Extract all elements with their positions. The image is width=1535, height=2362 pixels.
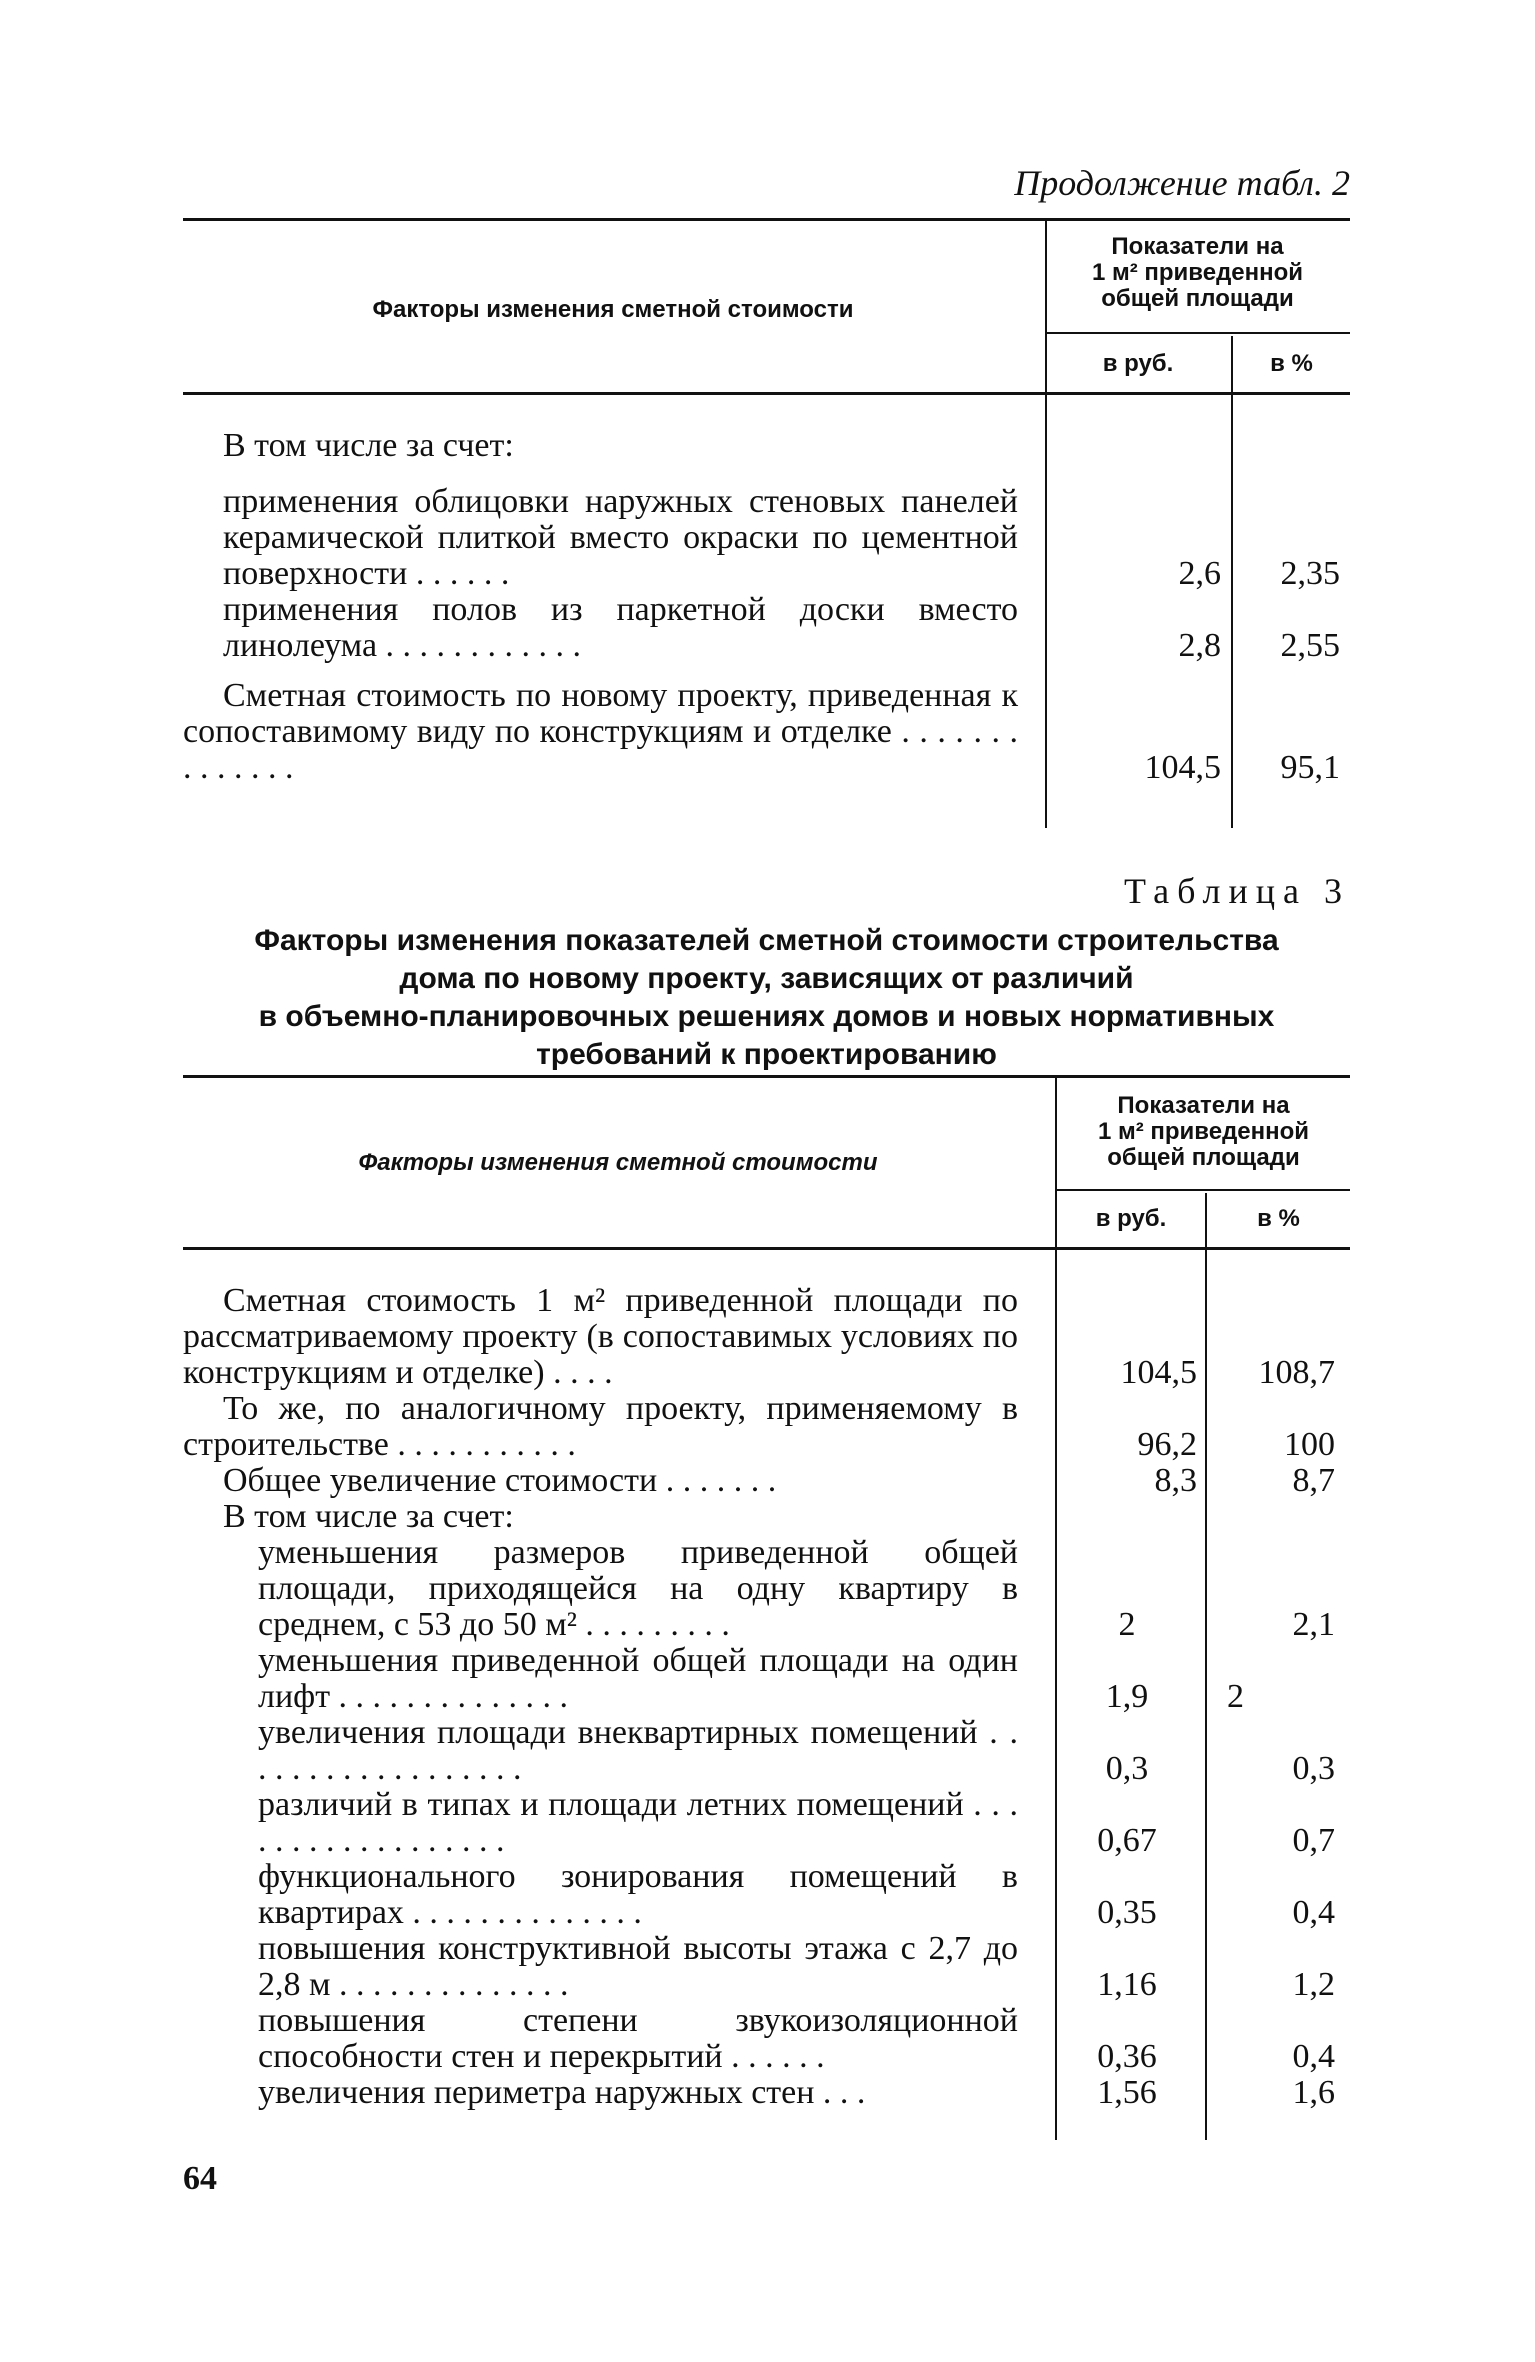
header-sub-rule — [1045, 332, 1350, 334]
table-3-title: Факторы изменения показателей сметной стоимости строительства дома по новому проекту, зависящих от различий в объемно-планировочных решениях домов и новых нормативных требований к проектированию — [254, 924, 1279, 1071]
header-indicators: Показатели на 1 м² приведенной общей площади — [1091, 233, 1304, 312]
top-rule — [183, 1075, 1350, 1078]
unit-pct: в % — [1257, 1205, 1300, 1232]
header-bottom-rule — [183, 1247, 1350, 1250]
page-number: 64 — [183, 2160, 217, 2197]
header-indicators: Показатели на 1 м² приведенной общей площади — [1097, 1092, 1310, 1171]
header-factors: Факторы изменения сметной стоимости — [358, 1149, 878, 1176]
unit-pct: в % — [1270, 350, 1313, 377]
header-factors: Факторы изменения сметной стоимости — [372, 296, 854, 323]
continuation-caption: Продолжение табл. 2 — [1014, 163, 1350, 203]
unit-rub: в руб. — [1102, 350, 1174, 377]
table-2: Факторы изменения сметной стоимости Показатели на 1 м² приведенной общей площади в руб. в % В том числе за счет: применения облицовки наружных стеновых панелей керамической плиткой вместо окраски по цементной поверхности . . . . . . 2,6 2,35 применения полов из паркетной доски вместо линолеума . . . . . . . . . . . . 2,8 2,55 Сметная стоимость по новому проекту, приведенная к сопоставимому виду по конструкциям и отделке . . . . . . . . . . . . . . 104,5 95,1 — [183, 218, 1350, 828]
unit-rub: в руб. — [1095, 1205, 1167, 1232]
table-3-caption: Таблица 3 — [1124, 871, 1350, 911]
header-bottom-rule — [183, 392, 1350, 395]
top-rule — [183, 218, 1350, 221]
table-3: Факторы изменения сметной стоимости Показатели на 1 м² приведенной общей площади в руб. в % Сметная стоимость 1 м² приведенной площади по рассматриваемому проекту (в сопоставимых условиях по конструкциям и отделке) . . . . 104,5 108,7 То же, по аналогичному проекту, применяемому в строительстве . . . . . . . . . . . 96,2 100 Общее увеличение стоимости . . . . . . . 8,3 8,7 В том числе за счет: уменьшения размеров приведенной общей площади, приходящейся на одну квартиру в среднем, с 53 до 50 м² . . . . . . . . . 2 2,1 уменьшения приведенной общей площади на один лифт . . . . . . . . . . . . . . 1,9 2 увеличения площади внеквартирных помещений . . . . . . . . . . . . . . . . . . 0,3 0,3 различий в типах и площади летних помещений . . . . . . . . . . . . . . . . . . 0,67 0,7 функционального зонирования помещений в квартирах . . . . . . . . . . . . . . 0,35 0,4 повышения конструктивной высоты этажа с 2,7 до 2,8 м . . . . . . . . . . . . . . 1,16 1,2 повышения степени звукоизоляционной способности стен и перекрытий . . . . . . 0,36 0,4 увеличения периметра наружных стен . . . 1,56 1,6 — [183, 1075, 1350, 2140]
header-sub-rule — [1055, 1189, 1350, 1191]
